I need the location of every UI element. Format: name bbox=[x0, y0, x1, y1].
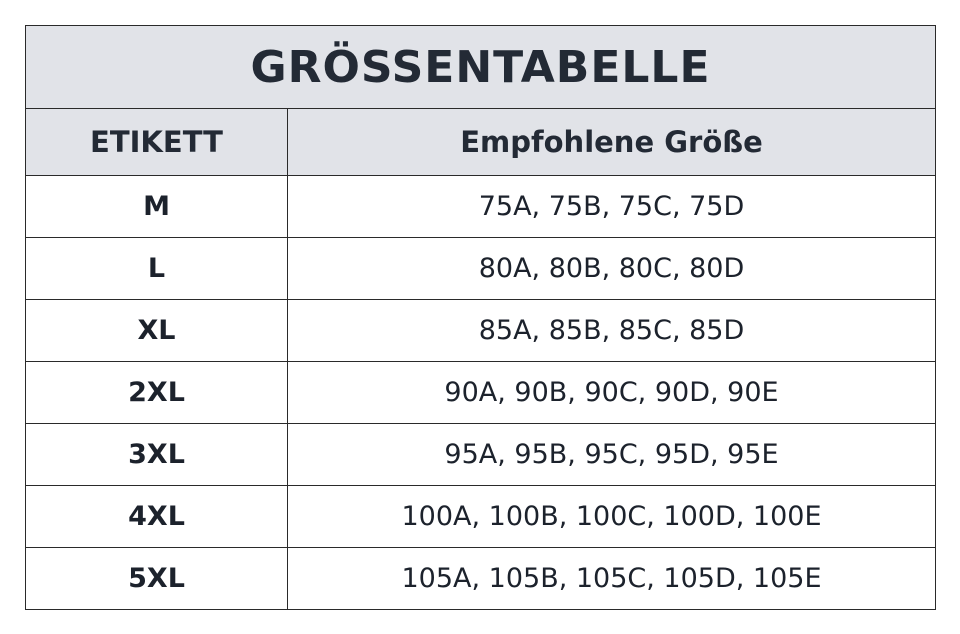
row-sizes: 95A, 95B, 95C, 95D, 95E bbox=[288, 424, 936, 486]
table-row bbox=[26, 548, 936, 610]
table-title: GRÖSSENTABELLE bbox=[26, 26, 936, 109]
table-row bbox=[26, 362, 936, 424]
row-sizes: 100A, 100B, 100C, 100D, 100E bbox=[288, 486, 936, 548]
column-header-recommended-size: Empfohlene Größe bbox=[288, 109, 936, 176]
table-row bbox=[26, 300, 936, 362]
table-row bbox=[26, 176, 936, 238]
row-label: M bbox=[26, 176, 288, 238]
row-sizes: 105A, 105B, 105C, 105D, 105E bbox=[288, 548, 936, 610]
row-label: 5XL bbox=[26, 548, 288, 610]
table-row bbox=[26, 486, 936, 548]
row-sizes: 90A, 90B, 90C, 90D, 90E bbox=[288, 362, 936, 424]
column-header-label: ETIKETT bbox=[26, 109, 288, 176]
row-sizes: 85A, 85B, 85C, 85D bbox=[288, 300, 936, 362]
header-row bbox=[26, 109, 936, 176]
row-label: 3XL bbox=[26, 424, 288, 486]
row-label: XL bbox=[26, 300, 288, 362]
row-label: 4XL bbox=[26, 486, 288, 548]
title-row bbox=[26, 26, 936, 109]
row-label: 2XL bbox=[26, 362, 288, 424]
size-chart-table bbox=[25, 25, 936, 610]
table-row bbox=[26, 424, 936, 486]
row-sizes: 75A, 75B, 75C, 75D bbox=[288, 176, 936, 238]
table-row bbox=[26, 238, 936, 300]
row-sizes: 80A, 80B, 80C, 80D bbox=[288, 238, 936, 300]
row-label: L bbox=[26, 238, 288, 300]
